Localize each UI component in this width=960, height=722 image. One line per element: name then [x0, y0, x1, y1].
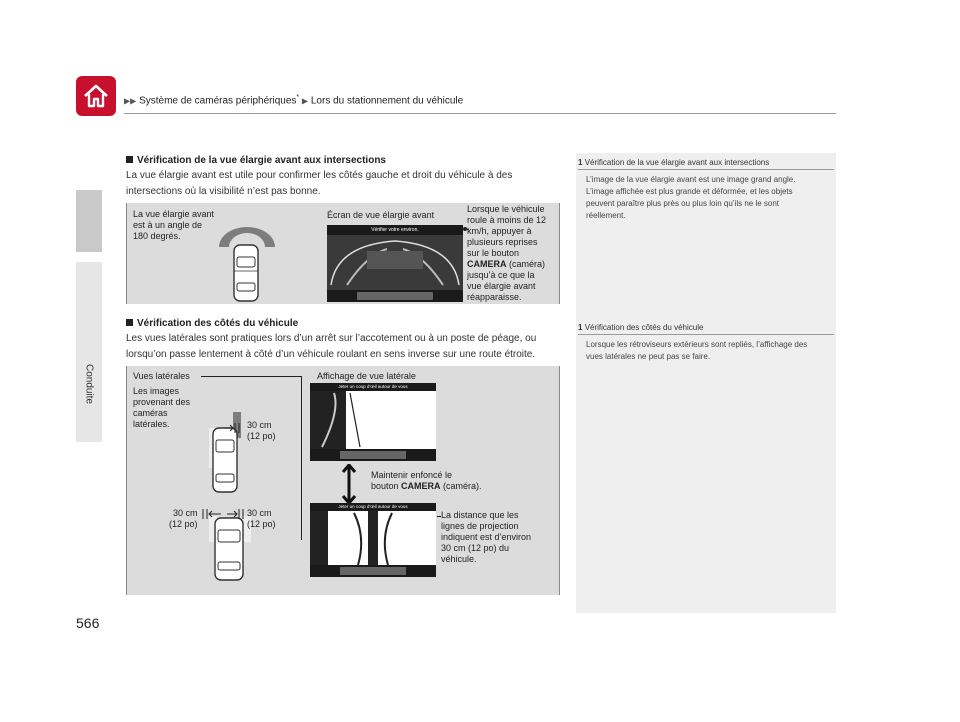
home-icon [82, 82, 110, 110]
figure-side-views [126, 366, 560, 595]
note-rule [578, 169, 834, 170]
breadcrumb [124, 94, 463, 106]
side-view-screen-top [310, 383, 436, 461]
note1-title: 1 Vérification de la vue élargie avant aux intersections [578, 158, 770, 167]
screen-caption: Jeter un coup d’œil autour de vous [338, 384, 408, 389]
front-wide-screen [327, 225, 463, 302]
camera-image [310, 511, 436, 565]
label-press-camera: Lorsque le véhicule roule à moins de 12 km/h, appuyer à plusieurs reprises sur le bouton CAMERA (caméra) jusqu’à ce que la vue élargie avant réapparaisse. [467, 204, 547, 302]
section2-body: Les vues latérales sont pratiques lors d’un arrêt sur l’accotement ou à un poste de péage, ou lorsqu’on passe lentement à côté d’un véhicule roulant en sens inverse sur une route étroite. [126, 333, 537, 360]
label-180-degrees: La vue élargie avant est à un angle de 180 degrés. [133, 209, 215, 241]
home-button[interactable] [76, 76, 116, 116]
camera-image [310, 391, 436, 449]
notes-column [576, 153, 836, 613]
sidebar-section-label: Conduite [83, 363, 95, 405]
car-icon [217, 221, 277, 303]
note1-body: L’image de la vue élargie avant est une image grand angle. L’image affichée est plus grande et déformée, et les objets peuvent paraître plus près ou plus loin qu’ils ne le sont réellement. [586, 175, 796, 220]
double-arrow-icon [197, 509, 221, 519]
label-side-views: Vues latérales [133, 371, 190, 381]
screen-button-bar [357, 292, 433, 300]
breadcrumb-current: Lors du stationnement du véhicule [310, 95, 464, 107]
screen-button-bar [340, 451, 406, 459]
figure-front-wide-view [126, 203, 560, 304]
page-number: 566 [76, 615, 100, 631]
bullet-square-icon [126, 319, 133, 326]
distance-label-c: 30 cm (12 po) [247, 508, 276, 529]
breadcrumb-link-camera-system[interactable]: Système de caméras périphériques [139, 95, 297, 107]
label-front-screen: Écran de vue élargie avant [327, 210, 435, 220]
label-hold-camera: Maintenir enfoncé le bouton CAMERA (caméra). [371, 470, 482, 491]
section1-title: Vérification de la vue élargie avant aux intersections [126, 155, 386, 166]
double-arrow-icon [225, 423, 245, 433]
distance-label-b: 30 cm (12 po) [169, 508, 198, 529]
label-side-display: Affichage de vue latérale [317, 371, 416, 381]
header-rule [124, 113, 836, 114]
camera-image [327, 235, 463, 290]
screen-caption: Vérifier votre environ. [371, 227, 419, 233]
label-camera-images: Les images provenant des caméras latérales. [133, 386, 191, 429]
triangle-arrow-icon: ▶▶ [124, 96, 137, 106]
note2-title: 1 Vérification des côtés du véhicule [578, 323, 704, 332]
bullet-square-icon [126, 156, 133, 163]
callout-line [301, 376, 302, 540]
screen-caption: Jeter un coup d’œil autour de vous [338, 504, 408, 509]
side-view-screen-bottom [310, 503, 436, 577]
asterisk: * [296, 94, 300, 101]
note2-body: Lorsque les rétroviseurs extérieurs sont repliés, l’affichage des vues latérales ne peut pas se faire. [586, 340, 808, 361]
section1-body: La vue élargie avant est utile pour confirmer les côtés gauche et droit du véhicule à des intersections où la visibilité n’est pas bonne. [126, 170, 513, 197]
sidebar-tab [76, 190, 102, 252]
label-projection-distance: La distance que les lignes de projection indiquent est d’environ 30 cm (12 po) du véhicule. [441, 510, 532, 564]
callout-line [201, 376, 301, 377]
screen-button-bar [340, 567, 406, 575]
note-rule [578, 334, 834, 335]
distance-label-a: 30 cm (12 po) [247, 420, 276, 441]
double-arrow-icon [348, 464, 349, 500]
triangle-arrow-icon: ▶ [301, 96, 309, 106]
double-arrow-icon [227, 509, 249, 519]
section2-title: Vérification des côtés du véhicule [126, 318, 298, 329]
